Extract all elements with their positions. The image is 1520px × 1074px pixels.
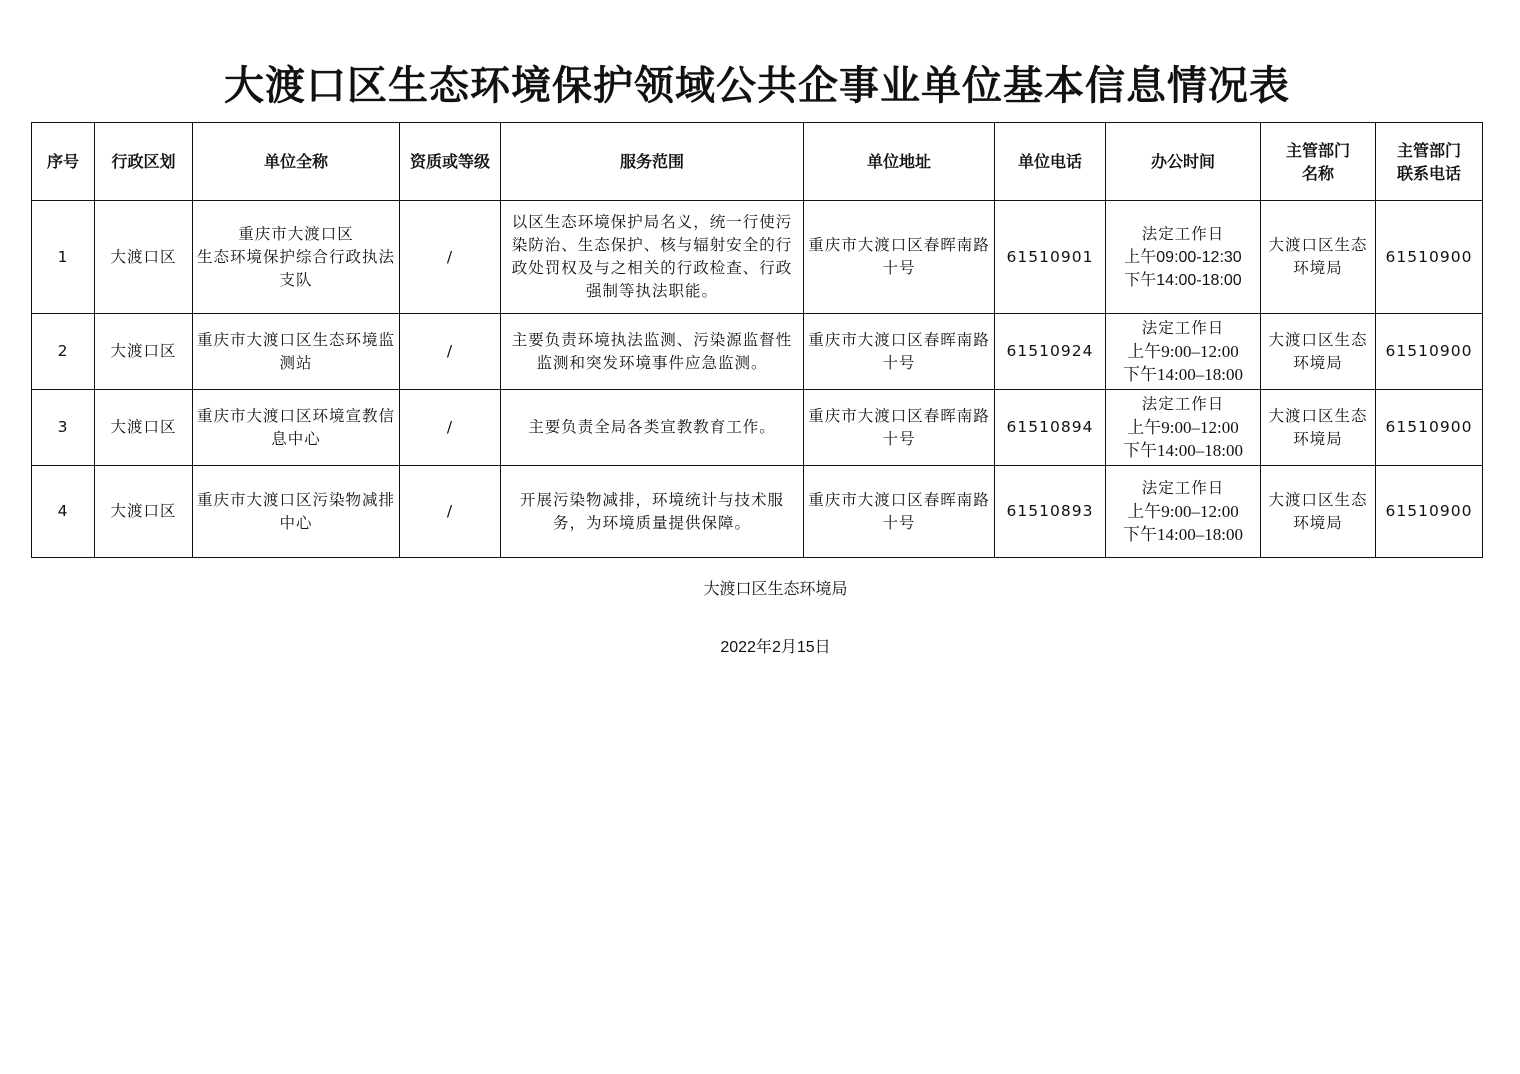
hours-morning: 上午9:00–12:00 — [1127, 502, 1239, 521]
cell-phone: 61510893 — [995, 466, 1106, 558]
cell-dept-phone: 61510900 — [1376, 390, 1483, 466]
cell-dept-phone: 61510900 — [1376, 466, 1483, 558]
cell-qualification: / — [400, 314, 501, 390]
header-dept-phone-line1: 主管部门 — [1396, 140, 1461, 160]
hours-morning: 上午09:00-12:30 — [1124, 248, 1242, 266]
cell-district: 大渡口区 — [95, 201, 193, 314]
table-header-row — [32, 123, 1483, 201]
cell-dept-name: 大渡口区生态环境局 — [1261, 390, 1376, 466]
header-address: 单位地址 — [804, 123, 995, 201]
cell-phone: 61510901 — [995, 201, 1106, 314]
cell-unit-name: 重庆市大渡口区环境宣教信息中心 — [193, 390, 400, 466]
cell-dept-name: 大渡口区生态环境局 — [1261, 201, 1376, 314]
hours-afternoon: 下午14:00-18:00 — [1124, 271, 1242, 289]
hours-afternoon: 下午14:00–18:00 — [1123, 525, 1243, 544]
page-title: 大渡口区生态环境保护领域公共企事业单位基本信息情况表 — [224, 63, 1290, 109]
cell-dept-phone: 61510900 — [1376, 201, 1483, 314]
header-service-scope: 服务范围 — [501, 123, 804, 201]
hours-afternoon: 下午14:00–18:00 — [1123, 441, 1243, 460]
cell-office-hours — [1106, 466, 1261, 558]
cell-dept-name: 大渡口区生态环境局 — [1261, 314, 1376, 390]
table-row — [32, 314, 1483, 390]
cell-office-hours — [1106, 390, 1261, 466]
info-table — [31, 122, 1483, 558]
footer-organization: 大渡口区生态环境局 — [703, 579, 848, 598]
cell-dept-name: 大渡口区生态环境局 — [1261, 466, 1376, 558]
cell-qualification: / — [400, 466, 501, 558]
cell-qualification: / — [400, 201, 501, 314]
cell-service-scope: 主要负责环境执法监测、污染源监督性监测和突发环境事件应急监测。 — [501, 314, 804, 390]
cell-service-scope: 以区生态环境保护局名义，统一行使污染防治、生态保护、核与辐射安全的行政处罚权及与之相关的行政检查、行政强制等执法职能。 — [501, 201, 804, 314]
header-qualification: 资质或等级 — [400, 123, 501, 201]
cell-unit-name — [193, 201, 400, 314]
cell-qualification: / — [400, 390, 501, 466]
cell-dept-phone: 61510900 — [1376, 314, 1483, 390]
hours-morning: 上午9:00–12:00 — [1127, 342, 1239, 361]
header-dept-name-line2: 名称 — [1301, 163, 1334, 183]
table-row — [32, 201, 1483, 314]
header-dept-name — [1261, 123, 1376, 201]
cell-district: 大渡口区 — [95, 314, 193, 390]
cell-phone: 61510894 — [995, 390, 1106, 466]
cell-address: 重庆市大渡口区春晖南路十号 — [804, 314, 995, 390]
cell-unit-name-line2: 生态环境保护综合行政执法支队 — [197, 247, 396, 289]
cell-unit-name: 重庆市大渡口区污染物减排中心 — [193, 466, 400, 558]
cell-seq: 2 — [32, 314, 95, 390]
cell-office-hours — [1106, 314, 1261, 390]
cell-unit-name-line1: 重庆市大渡口区 — [238, 224, 354, 243]
header-dept-phone — [1376, 123, 1483, 201]
cell-phone: 61510924 — [995, 314, 1106, 390]
header-unit-name: 单位全称 — [193, 123, 400, 201]
table-row — [32, 466, 1483, 558]
hours-workday: 法定工作日 — [1141, 319, 1225, 337]
cell-service-scope: 开展污染物减排，环境统计与技术服务，为环境质量提供保障。 — [501, 466, 804, 558]
cell-office-hours — [1106, 201, 1261, 314]
hours-workday: 法定工作日 — [1141, 224, 1225, 243]
cell-address: 重庆市大渡口区春晖南路十号 — [804, 466, 995, 558]
cell-seq: 4 — [32, 466, 95, 558]
hours-morning: 上午9:00–12:00 — [1127, 418, 1239, 437]
footer-date: 2022年2月15日 — [720, 639, 831, 656]
header-office-hours: 办公时间 — [1106, 123, 1261, 201]
hours-workday: 法定工作日 — [1141, 395, 1225, 413]
header-phone: 单位电话 — [995, 123, 1106, 201]
cell-seq: 3 — [32, 390, 95, 466]
hours-workday: 法定工作日 — [1141, 479, 1225, 497]
header-dept-name-line1: 主管部门 — [1285, 140, 1350, 160]
header-district: 行政区划 — [95, 123, 193, 201]
cell-unit-name: 重庆市大渡口区生态环境监测站 — [193, 314, 400, 390]
hours-afternoon: 下午14:00–18:00 — [1123, 365, 1243, 384]
header-seq: 序号 — [32, 123, 95, 201]
cell-seq: 1 — [32, 201, 95, 314]
cell-address: 重庆市大渡口区春晖南路十号 — [804, 201, 995, 314]
cell-district: 大渡口区 — [95, 390, 193, 466]
table-row — [32, 390, 1483, 466]
cell-service-scope: 主要负责全局各类宣教教育工作。 — [501, 390, 804, 466]
cell-district: 大渡口区 — [95, 466, 193, 558]
cell-address: 重庆市大渡口区春晖南路十号 — [804, 390, 995, 466]
header-dept-phone-line2: 联系电话 — [1396, 163, 1461, 183]
